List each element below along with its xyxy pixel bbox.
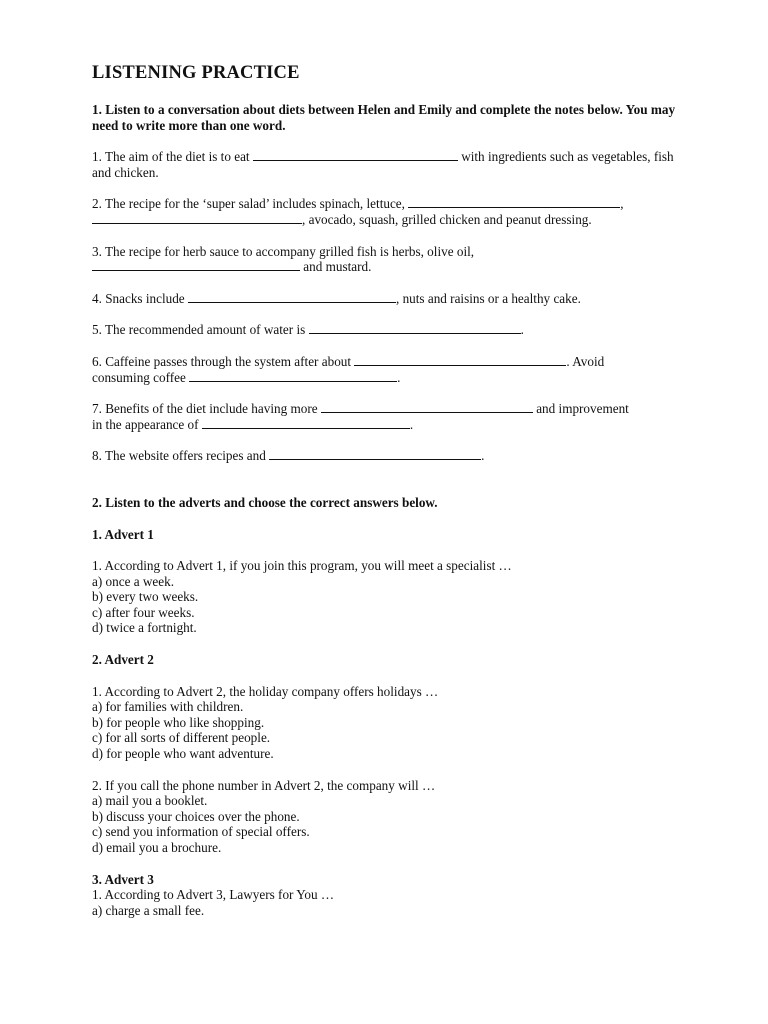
answer-option[interactable]: a) charge a small fee.	[92, 902, 205, 918]
answer-option[interactable]: b) for people who like shopping.	[92, 714, 265, 730]
question-8: 8. The website offers recipes and .	[92, 448, 485, 464]
advert1-heading: 1. Advert 1	[92, 526, 154, 542]
answer-option[interactable]: c) after four weeks.	[92, 604, 195, 620]
answer-blank[interactable]	[189, 370, 397, 382]
question-4: 4. Snacks include , nuts and raisins or a healthy cake.	[92, 290, 581, 306]
question-3: 3. The recipe for herb sauce to accompany grilled fish is herbs, olive oil, and mustard.	[92, 243, 475, 275]
answer-option[interactable]: d) email you a brochure.	[92, 840, 222, 855]
advert3-question-1: 1. According to Advert 3, Lawyers for You …	[92, 887, 335, 903]
answer-blank[interactable]	[188, 291, 396, 303]
answer-blank[interactable]	[92, 259, 300, 271]
answer-blank[interactable]	[309, 322, 521, 334]
advert2-question-1: 1. According to Advert 2, the holiday company offers holidays …	[92, 683, 439, 699]
answer-option[interactable]: d) for people who want adventure.	[92, 746, 274, 762]
answer-blank[interactable]	[321, 401, 533, 413]
answer-option[interactable]: a) mail you a booklet.	[92, 793, 208, 809]
answer-option[interactable]: b) discuss your choices over the phone.	[92, 808, 300, 824]
part1-instruction: 1. Listen to a conversation about diets between Helen and Emily and complete the notes below. You may need to write more than one word.	[92, 102, 676, 133]
answer-blank[interactable]	[269, 448, 481, 460]
question-2: 2. The recipe for the ‘super salad’ includes spinach, lettuce, , , avocado, squash, grilled chicken and peanut dressing.	[92, 196, 624, 227]
answer-blank[interactable]	[92, 212, 302, 224]
part2-instruction: 2. Listen to the adverts and choose the correct answers below.	[92, 494, 438, 510]
answer-option[interactable]: b) every two weeks.	[92, 589, 199, 605]
answer-blank[interactable]	[253, 149, 458, 161]
answer-option[interactable]: c) for all sorts of different people.	[92, 730, 271, 746]
page-title: LISTENING PRACTICE	[92, 63, 300, 83]
answer-blank[interactable]	[354, 354, 566, 366]
worksheet-page	[92, 62, 682, 918]
answer-option[interactable]: a) once a week.	[92, 573, 175, 589]
advert2-heading: 2. Advert 2	[92, 652, 154, 668]
advert1-question: 1. According to Advert 1, if you join this program, you will meet a specialist …	[92, 558, 512, 574]
answer-option[interactable]: a) for families with children.	[92, 699, 244, 715]
question-1: 1. The aim of the diet is to eat with ingredients such as vegetables, fish and chicken.	[92, 149, 674, 180]
advert2-question-2: 2. If you call the phone number in Advert 2, the company will …	[92, 777, 436, 793]
question-7: 7. Benefits of the diet include having more and improvement in the appearance of .	[92, 401, 629, 432]
advert3-heading: 3. Advert 3	[92, 871, 154, 887]
question-6: 6. Caffeine passes through the system after about . Avoid consuming coffee .	[92, 353, 605, 385]
answer-blank[interactable]	[408, 196, 620, 208]
question-5: 5. The recommended amount of water is .	[92, 322, 524, 338]
answer-option[interactable]: d) twice a fortnight.	[92, 620, 197, 636]
answer-blank[interactable]	[202, 417, 410, 429]
answer-option[interactable]: c) send you information of special offers.	[92, 824, 310, 840]
